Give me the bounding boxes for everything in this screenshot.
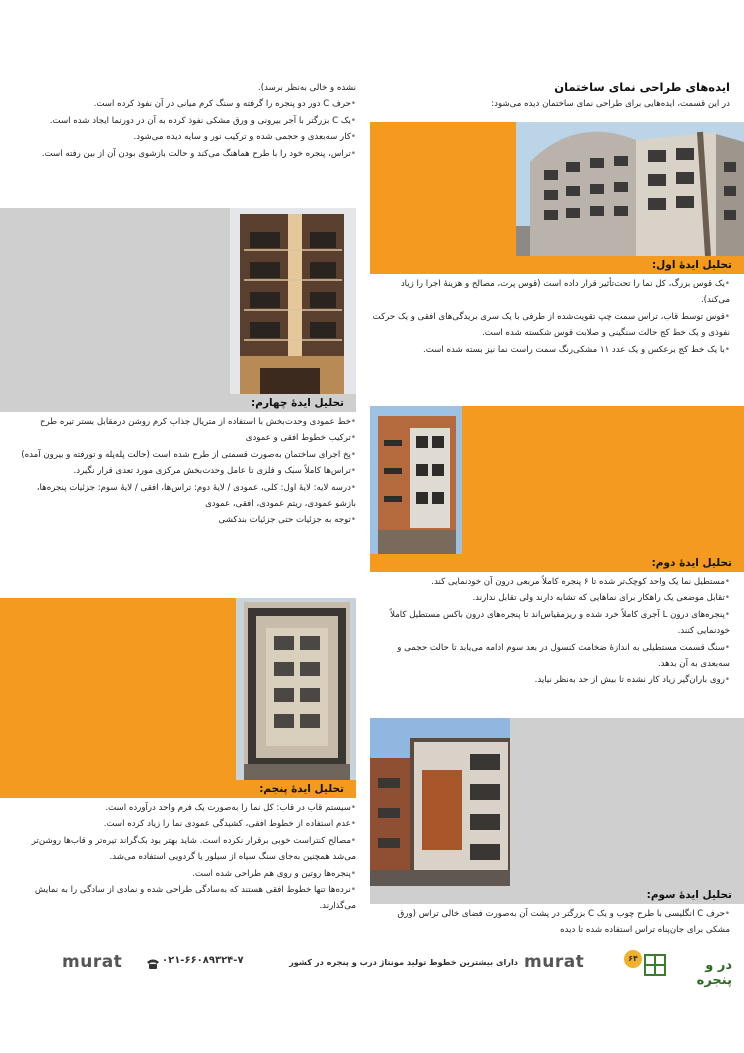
- page-number: ۶۴: [628, 954, 638, 963]
- window-logo-icon: [644, 954, 666, 980]
- section1-bullet: • یک قوس بزرگ، کل نما را تحت‌تأثیر قرار داده است (قوس پرت، مصالح و هزینهٔ اجرا را زیاد می‌کند).: [372, 276, 730, 309]
- section4-heading: تحلیل ایدهٔ چهارم:: [251, 397, 344, 409]
- magazine-logo: [636, 954, 732, 1000]
- section2-heading-bar: [370, 554, 744, 572]
- section3-bullet: • حرف C انگلیسی با طرح چوب و یک C بزرگتر در پشت آن به‌صورت فضای خالی تراس (ورق مشکی برای جان‌پناه تراس استفاده شده تا دیده: [372, 906, 730, 939]
- section3-heading-bar: [370, 886, 744, 904]
- continuation-line: نشده و خالی به‌نظر برسد).: [258, 83, 356, 93]
- section3-heading: تحلیل ایدهٔ سوم:: [646, 889, 732, 901]
- section1-heading: تحلیل ایدهٔ اول:: [651, 259, 732, 271]
- section2-bullet: • تقابل موضعی یک راهکار برای نماهایی که تشابه دارند ولی تقابل ندارند.: [372, 590, 730, 606]
- magazine-logo-text: در و پنجره: [696, 958, 732, 988]
- section4-bullet: • تراس‌ها کاملاً سبک و فلزی تا عامل وحدت‌بخش مرکزی مورد تعدی قرار نگیرد.: [14, 463, 356, 479]
- section2-bullet: • سنگ قسمت مستطیلی به اندازهٔ ضخامت کنسول در بعد سوم ادامه می‌یابد تا حالت حجمی و سه‌بعدی به آن بدهد.: [372, 640, 730, 673]
- section5-bullet: • سیستم قاب در قاب: کل نما را به‌صورت یک فرم واحد درآورده است.: [14, 800, 356, 816]
- brand-logo-text: murat: [62, 952, 123, 972]
- section5-heading: تحلیل ایدهٔ پنجم:: [259, 783, 344, 795]
- section4-bullet: • ترکیب خطوط افقی و عمودی: [14, 430, 356, 446]
- building-photo-5: [236, 598, 356, 780]
- section4-text: [14, 414, 356, 529]
- building-photo-4: [230, 208, 356, 394]
- section3-text: [372, 906, 730, 939]
- section5-bullet: • مصالح کنتراست خوبی برقرار نکرده است. شاید بهتر بود بک‌گراند تیره‌تر و قاب‌ها روشن‌تر می‌شد همچنین به‌جای سنگ سیاه از سیلور یا گردویی استفاده می‌شد.: [14, 833, 356, 866]
- section5-bullet: • عدم استفاده از خطوط افقی، کشیدگی عمودی نما را زیاد کرده است.: [14, 816, 356, 832]
- section5-heading-bar: [0, 780, 356, 798]
- continuation-bullet: • تراس، پنجره خود را با طرح هماهنگ می‌کند و حالت بازشوی بودن آن از بین رفته است.: [14, 146, 356, 162]
- building-photo-2: [370, 406, 462, 554]
- section4-heading-bar: [0, 394, 356, 412]
- phone-number: ۰۲۱-۶۶۰۸۹۳۲۴-۷: [162, 955, 244, 966]
- section4-bullet: • توجه به جزئیات حتی جزئیات بندکشی: [14, 512, 356, 528]
- article-intro: در این قسمت، ایده‌هایی برای طراحی نمای ساختمان دیده می‌شود:: [491, 99, 730, 109]
- brand-logo-right: [524, 952, 584, 972]
- section5-bullet: • پنجره‌ها روتین و روی هم طراحی شده است.: [14, 866, 356, 882]
- section4-bullet: • پخ اجرای ساختمان به‌صورت قسمتی از طرح شده است (حالت پله‌پله و تورفته و بیرون آمده): [14, 447, 356, 463]
- section4-bullet: • درسه لایه: لایهٔ اول: کلی، عمودی / لایهٔ دوم: تراس‌ها، افقی / لایهٔ سوم: جزئیات پنجره‌ها، بازشو عمودی، ریتم عمودی، افقی، عمودی: [14, 480, 356, 513]
- section1-heading-bar: [370, 256, 744, 274]
- article-title: ایده‌های طراحی نمای ساختمان: [554, 80, 730, 94]
- section2-bullet: • مستطیل نما یک واحد کوچک‌تر شده تا ۶ پنجره کاملاً مربعی درون آن خودنمایی کند.: [372, 574, 730, 590]
- continuation-bullet: • کار سه‌بعدی و حجمی شده و ترکیب نور و سایه دیده می‌شود.: [14, 129, 356, 145]
- page-number-badge: [624, 950, 642, 968]
- building-photo-3: [370, 718, 510, 886]
- phone-icon: [146, 955, 160, 974]
- continuation-bullet: • یک C بزرگتر با آجر بیرونی و ورق مشکی نفوذ کرده به آن در دورنما ایجاد شده است.: [14, 113, 356, 129]
- footer-tagline: دارای بیشترین خطوط تولید مونتاژ درب و پنجره در کشور: [289, 957, 518, 967]
- section1-bullet: • با یک خط کج برعکس و یک عدد ۱۱ مشکی‌رنگ سمت راست نما نیز بسته شده است.: [372, 342, 730, 358]
- continuation-bullet: • حرف C دور دو پنجره را گرفته و سنگ کرم میانی در آن نفوذ کرده است.: [14, 96, 356, 112]
- article-header: [372, 80, 730, 112]
- section1-bullet: • قوس توسط قاب، تراس سمت چپ تقویت‌شده از طرفی با یک سری بریدگی‌های افقی و یک حرکت نفوذی و یک خط کج حالت سنگینی و صلابت قوس شکسته شده است.: [372, 309, 730, 342]
- brand-logo-text: murat: [524, 952, 585, 972]
- building-photo-1: [516, 122, 744, 256]
- section5-text: [14, 800, 356, 915]
- section2-bullet: • پنجره‌های درون L آجری کاملاً خرد شده و ریزمقیاس‌اند تا پنجره‌های درون باکس مستطیل کاملاً خودنمایی کنند.: [372, 607, 730, 640]
- section1-text: [372, 276, 730, 358]
- section2-heading: تحلیل ایدهٔ دوم:: [651, 557, 732, 569]
- section5-bullet: • نرده‌ها تنها خطوط افقی هستند که به‌سادگی طراحی شده و نمادی از سادگی را به نمایش می‌گذارند.: [14, 882, 356, 915]
- footer: [0, 948, 744, 1018]
- footer-phone: [146, 954, 252, 970]
- section2-bullet: • روی باران‌گیر زیاد کار نشده تا بیش از حد به‌نظر نیاید.: [372, 672, 730, 688]
- section4-bullet: • خط عمودی وحدت‌بخش با استفاده از متریال جذاب کرم روشن درمقابل بستر تیره طرح: [14, 414, 356, 430]
- top-continuation-block: [14, 80, 356, 162]
- section2-text: [372, 574, 730, 689]
- brand-logo-left: [62, 952, 122, 972]
